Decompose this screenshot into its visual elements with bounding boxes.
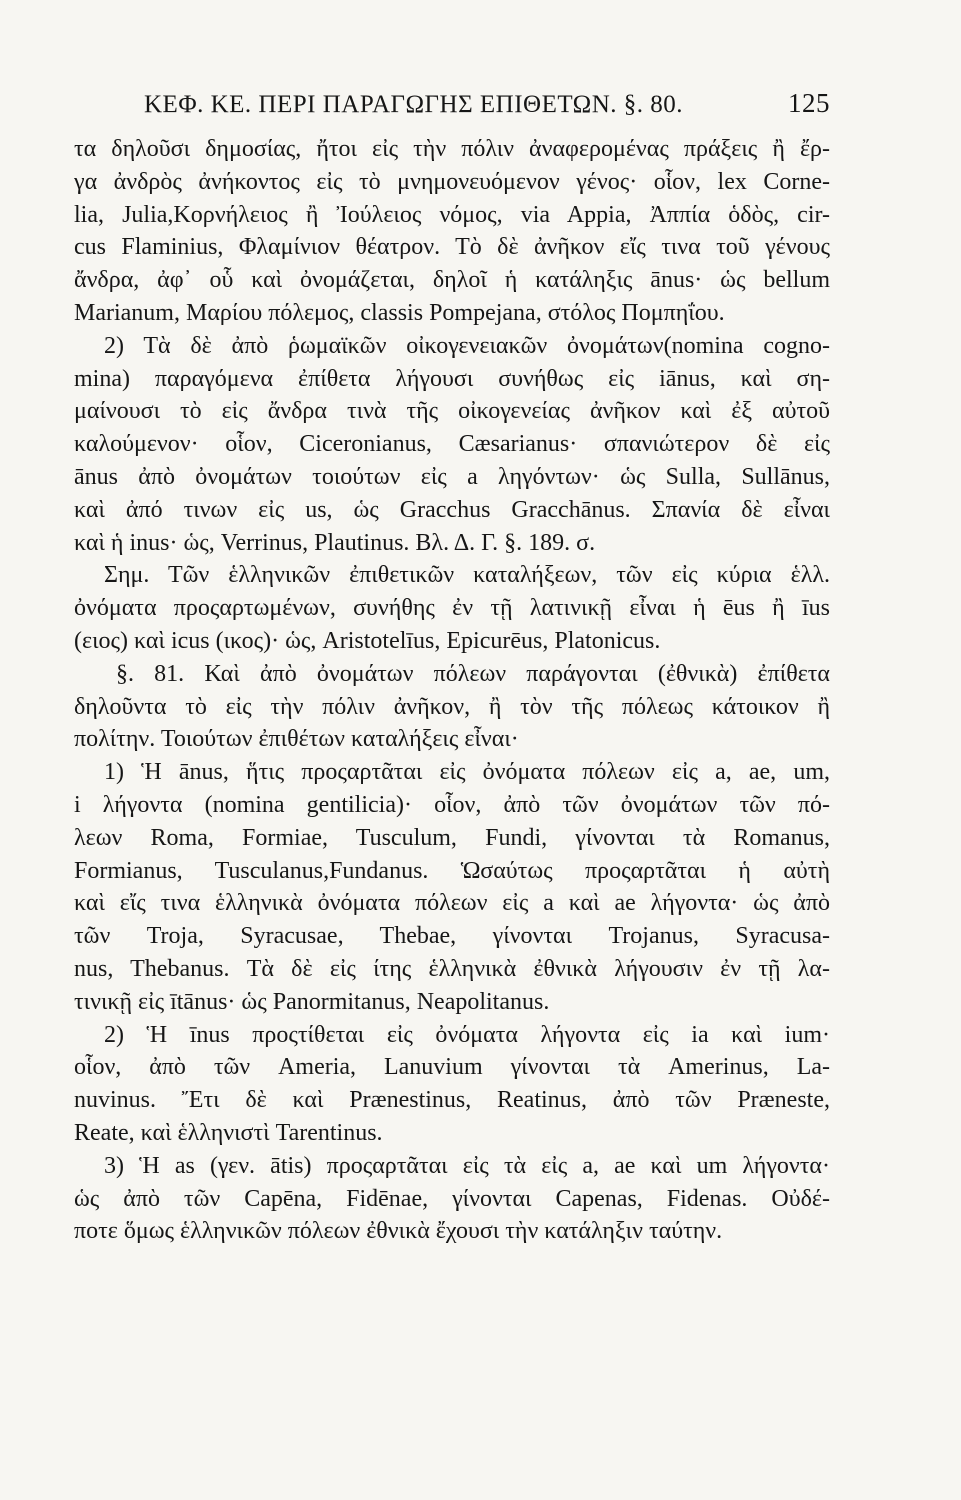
text-line: ἄνδρα, ἀφ᾽ οὗ καὶ ὀνομάζεται, δηλοῖ ἡ κατάληξις ānus· ὡς bellum	[74, 267, 830, 294]
text-line: ānus ἀπὸ ὀνομάτων τοιούτων εἰς a ληγόντων· ὡς Sulla, Sullānus,	[74, 463, 830, 490]
text-line: nus, Thebanus. Τὰ δὲ εἰς ίτης ἑλληνικὰ ἐθνικὰ λήγουσιν ἐν τῇ λα-	[74, 955, 830, 982]
text-line: 3) Ἡ as (γεν. ātis) προςαρτᾶται εἰς τὰ εἰς a, ae καὶ um λήγοντα·	[104, 1152, 830, 1179]
text-line: τῶν Troja, Syracusae, Thebae, γίνονται Trojanus, Syracusa-	[74, 923, 830, 950]
book-page	[74, 88, 830, 1248]
text-line: i λήγοντα (nomina gentilicia)· οἷον, ἀπὸ τῶν ὀνομάτων τῶν πό-	[74, 791, 830, 818]
text-line: ποτε ὅμως ἑλληνικῶν πόλεων ἐθνικὰ ἔχουσι τὴν κατάληξιν ταύτην.	[74, 1218, 723, 1245]
note-line: (ειος) καὶ icus (ικος)· ὡς, Aristotelīus, Epicurēus, Platonicus.	[74, 627, 661, 654]
running-head	[144, 88, 830, 119]
text-line: πολίτην. Τοιούτων ἐπιθέτων καταλήξεις εἶναι·	[74, 726, 519, 753]
text-line: 2) Τὰ δὲ ἀπὸ ῥωμαϊκῶν οἰκογενειακῶν ὀνομάτων(nomina cogno-	[104, 332, 830, 359]
text-line: Reate, καὶ ἑλληνιστὶ Tarentinus.	[74, 1119, 383, 1146]
text-line: ὡς ἀπὸ τῶν Capēna, Fidēnae, γίνονται Capenas, Fidenas. Οὐδέ-	[74, 1185, 830, 1212]
note-line: ὀνόματα προςαρτωμένων, συνήθης ἐν τῇ λατινικῇ εἶναι ἡ ēus ἢ īus	[74, 595, 830, 622]
text-line: καὶ εἴς τινα ἑλληνικὰ ὀνόματα πόλεων εἰς a καὶ ae λήγοντα· ὡς ἀπὸ	[74, 890, 830, 917]
text-line: τα δηλοῦσι δημοσίας, ἤτοι εἰς τὴν πόλιν ἀναφερομένας πράξεις ἢ ἔρ-	[74, 136, 830, 162]
text-line: καὶ ἀπό τινων εἰς us, ὡς Gracchus Gracchānus. Σπανία δὲ εἶναι	[74, 496, 830, 523]
text-line: 1) Ἡ ānus, ἥτις προςαρτᾶται εἰς ὀνόματα πόλεων εἰς a, ae, um,	[104, 759, 830, 786]
text-line: Formianus, Tusculanus,Fundanus. Ὡσαύτως προςαρτᾶται ἡ αὐτὴ	[74, 857, 830, 884]
text-line: 2) Ἡ īnus προςτίθεται εἰς ὀνόματα λήγοντα εἰς ia καὶ ium·	[104, 1021, 830, 1048]
note-line: Σημ. Τῶν ἑλληνικῶν ἐπιθετικῶν καταλήξεων, τῶν εἰς κύρια ἑλλ.	[104, 562, 830, 589]
page-body	[74, 133, 830, 1248]
text-line: γα ἀνδρὸς ἀνήκοντος εἰς τὸ μνημονευόμενον γένος· οἷον, lex Corne-	[74, 168, 830, 195]
text-line: τινικῇ εἰς ītānus· ὡς Panormitanus, Neapolitanus.	[74, 988, 550, 1015]
text-line: mina) παραγόμενα ἐπίθετα λήγουσι συνήθως εἰς iānus, καὶ ση-	[74, 365, 830, 392]
text-line: nuvinus. Ἔτι δὲ καὶ Prænestinus, Reatinus, ἀπὸ τῶν Præneste,	[74, 1087, 830, 1114]
running-title: ΚΕΦ. ΚΕ. ΠΕΡΙ ΠΑΡΑΓΩΓΗΣ ΕΠΙΘΕΤΩΝ. §. 80.	[144, 91, 684, 118]
page-number: 125	[788, 88, 830, 118]
text-line: λεων Roma, Formiae, Tusculum, Fundi, γίνονται τὰ Romanus,	[74, 824, 830, 851]
text-line: οἷον, ἀπὸ τῶν Ameria, Lanuvium γίνονται τὰ Amerinus, La-	[74, 1054, 830, 1081]
text-line: lia, Julia,Κορνήλειος ἢ Ἰούλειος νόμος, via Appia, Ἀππία ὁδὸς, cir-	[74, 201, 830, 228]
text-line: cus Flaminius, Φλαμίνιον θέατρον. Τὸ δὲ ἀνῆκον εἴς τινα τοῦ γένους	[74, 234, 830, 261]
text-line: καλούμενον· οἷον, Ciceronianus, Cæsarianus· σπανιώτερον δὲ εἰς	[74, 431, 830, 458]
text-line: καὶ ἡ inus· ὡς, Verrinus, Plautinus. Βλ. Δ. Γ. §. 189. σ.	[74, 529, 596, 556]
text-line: μαίνουσι τὸ εἰς ἄνδρα τινὰ τῆς οἰκογενείας ἀνῆκον καὶ ἐξ αὐτοῦ	[74, 398, 830, 425]
section-heading-line: §. 81. Καὶ ἀπὸ ὀνομάτων πόλεων παράγονται (ἐθνικὰ) ἐπίθετα	[116, 660, 830, 687]
text-line: Marianum, Μαρίου πόλεμος, classis Pompejana, στόλος Πομπηΐου.	[74, 299, 725, 326]
text-line: δηλοῦντα τὸ εἰς τὴν πόλιν ἀνῆκον, ἢ τὸν τῆς πόλεως κάτοικον ἢ	[74, 693, 830, 720]
